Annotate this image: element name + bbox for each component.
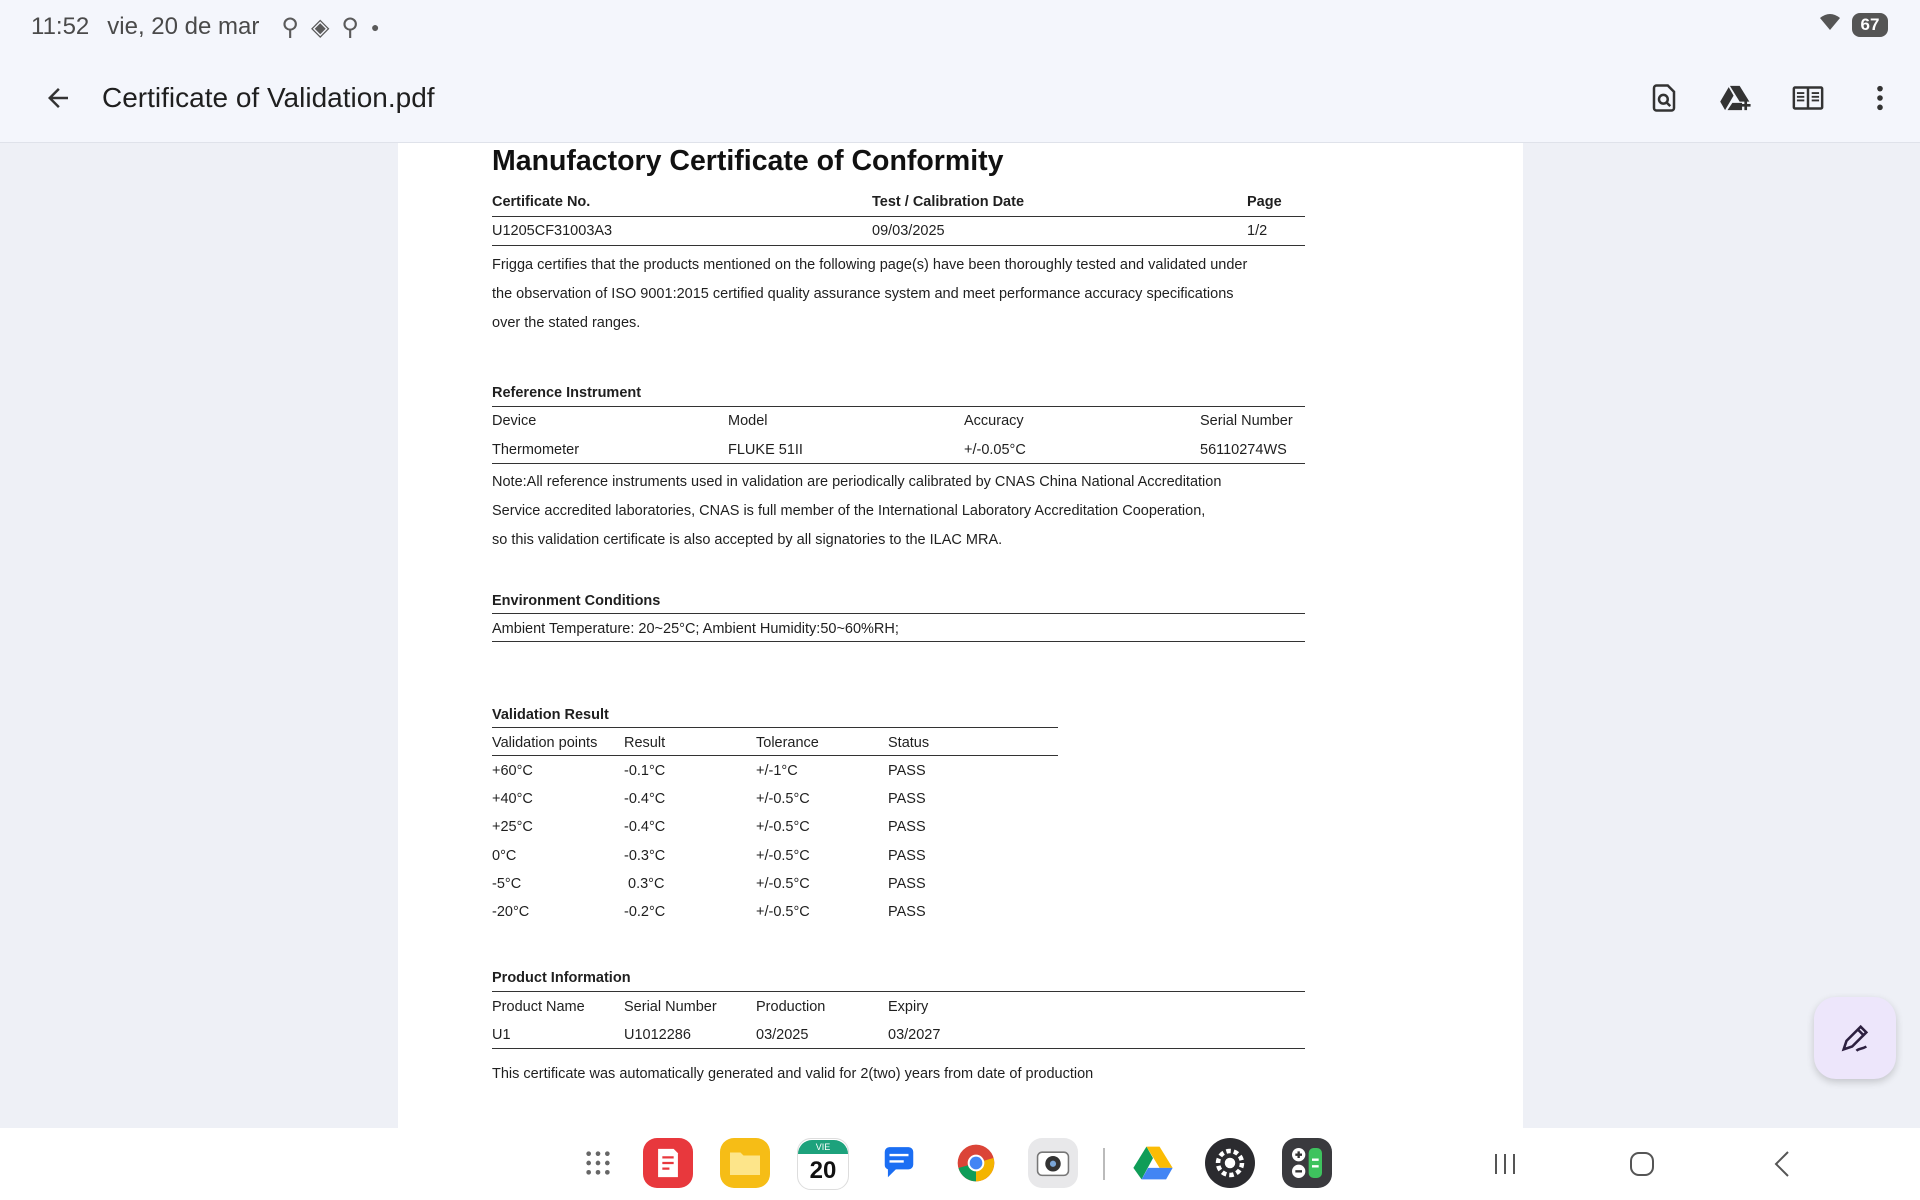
validation-tolerance: +/-0.5°C: [756, 819, 810, 835]
notes-app[interactable]: [643, 1138, 693, 1188]
reference-header-row: [492, 409, 1305, 435]
note-line: Note:All reference instruments used in validation are periodically calibrated by CNAS China National Accreditation: [492, 474, 1222, 490]
diamond-icon: ◈: [310, 13, 330, 41]
apps-grid-icon: [584, 1149, 612, 1177]
product-col-name: Product Name: [492, 999, 585, 1015]
environment-row: [492, 617, 1305, 643]
validation-point: -5°C: [492, 876, 522, 892]
divider: [492, 1048, 1305, 1049]
note-line: Service accredited laboratories, CNAS is full member of the International Laboratory Accreditation Cooperation,: [492, 503, 1206, 519]
environment-title-row: [492, 589, 1305, 615]
product-header-row: [492, 995, 1305, 1021]
reading-mode-icon: [1792, 84, 1824, 112]
validation-col-status: Status: [888, 735, 930, 751]
app-bar: [0, 54, 1920, 143]
divider: [492, 991, 1305, 992]
dot-icon: ●: [370, 19, 380, 35]
drive-app[interactable]: [1128, 1138, 1178, 1188]
files-app[interactable]: [720, 1138, 770, 1188]
calculator-app[interactable]: [1282, 1138, 1332, 1188]
product-col-expiry: Expiry: [888, 999, 929, 1015]
reference-device: Thermometer: [492, 442, 580, 458]
notes-app-icon: [653, 1146, 683, 1180]
recent-apps-button[interactable]: [1485, 1146, 1525, 1182]
chrome-app[interactable]: [951, 1138, 1001, 1188]
validation-row: [492, 759, 1305, 785]
more-vert-icon: [1875, 84, 1885, 112]
validation-col-points: Validation points: [492, 735, 598, 751]
battery-indicator: 67: [1852, 13, 1888, 37]
reference-accuracy: +/-0.05°C: [964, 442, 1026, 458]
validation-tolerance: +/-0.5°C: [756, 904, 810, 920]
divider: [492, 641, 1305, 642]
validation-result: -0.3°C: [624, 848, 666, 864]
validation-header-row: [492, 731, 1305, 757]
drive-app-icon: [1133, 1145, 1173, 1181]
messages-app-icon: [879, 1144, 919, 1182]
validation-row: [492, 900, 1305, 926]
validation-status: PASS: [888, 904, 926, 920]
certificate-values-row: [492, 219, 1305, 245]
camera-app-icon: [1034, 1146, 1072, 1180]
messages-app[interactable]: [874, 1138, 924, 1188]
more-options-button[interactable]: [1854, 72, 1906, 124]
validation-result: -0.1°C: [624, 763, 666, 779]
validation-result: -0.4°C: [624, 819, 666, 835]
divider: [492, 463, 1305, 464]
validation-status: PASS: [888, 819, 926, 835]
validation-row: [492, 787, 1305, 813]
reference-values-row: [492, 438, 1305, 464]
reference-model: FLUKE 51II: [728, 442, 803, 458]
home-button[interactable]: [1622, 1146, 1662, 1182]
document-heading: Manufactory Certificate of Conformity: [492, 145, 1004, 177]
intro-line: over the stated ranges.: [492, 315, 641, 331]
app-bar-actions: [1638, 72, 1906, 124]
divider: [492, 406, 1305, 407]
files-app-icon: [727, 1148, 763, 1178]
recent-apps-icon: [1492, 1152, 1518, 1176]
validation-result: 0.3°C: [628, 876, 665, 892]
validation-title-row: [492, 703, 1305, 729]
validation-status: PASS: [888, 876, 926, 892]
validation-status: PASS: [888, 791, 926, 807]
intro-line: Frigga certifies that the products mentioned on the following page(s) have been thoroughly tested and validated under: [492, 257, 1248, 273]
validation-title: Validation Result: [492, 707, 609, 723]
find-in-page-icon: [1649, 83, 1679, 113]
add-to-drive-icon: [1719, 83, 1753, 113]
pdf-page: [398, 143, 1523, 1128]
reference-col-accuracy: Accuracy: [964, 413, 1024, 429]
divider: [492, 613, 1305, 614]
reference-title: Reference Instrument: [492, 385, 642, 401]
environment-text: Ambient Temperature: 20~25°C; Ambient Humidity:50~60%RH;: [492, 621, 899, 637]
validation-tolerance: +/-0.5°C: [756, 876, 810, 892]
validation-result: -0.2°C: [624, 904, 666, 920]
calendar-day-number: 20: [809, 1157, 837, 1184]
validation-point: +40°C: [492, 791, 533, 807]
status-notification-icons: [281, 13, 379, 42]
divider: [492, 755, 1058, 756]
validation-point: -20°C: [492, 904, 530, 920]
environment-title: Environment Conditions: [492, 593, 661, 609]
camera-app[interactable]: [1028, 1138, 1078, 1188]
validation-row: [492, 815, 1305, 841]
page-label: Page: [1247, 194, 1282, 210]
note-line: so this validation certificate is also accepted by all signatories to the ILAC MRA.: [492, 532, 1003, 548]
divider: [492, 727, 1058, 728]
validation-col-result: Result: [624, 735, 666, 751]
calendar-app[interactable]: [797, 1138, 849, 1190]
find-in-page-button[interactable]: [1638, 72, 1690, 124]
product-title: Product Information: [492, 970, 631, 986]
product-expiry: 03/2027: [888, 1027, 941, 1043]
certificate-no-value: U1205CF31003A3: [492, 223, 613, 239]
test-date-value: 09/03/2025: [872, 223, 945, 239]
product-values-row: [492, 1023, 1305, 1049]
add-to-drive-button[interactable]: [1710, 72, 1762, 124]
validation-tolerance: +/-0.5°C: [756, 848, 810, 864]
reference-col-serial: Serial Number: [1200, 413, 1293, 429]
status-bar: [0, 0, 1920, 54]
status-time: 11:52: [31, 13, 90, 40]
product-serial: U1012286: [624, 1027, 691, 1043]
product-production: 03/2025: [756, 1027, 809, 1043]
dock-separator: [1103, 1148, 1105, 1180]
validation-status: PASS: [888, 763, 926, 779]
certificate-header-row: [492, 190, 1305, 216]
settings-app[interactable]: [1205, 1138, 1255, 1188]
certificate-no-label: Certificate No.: [492, 194, 591, 210]
intro-paragraph: [492, 251, 1305, 338]
reference-serial: 56110274WS: [1200, 442, 1287, 458]
wifi-icon: [1818, 12, 1842, 37]
validation-point: 0°C: [492, 848, 517, 864]
validation-tolerance: +/-1°C: [756, 763, 798, 779]
reference-col-device: Device: [492, 413, 537, 429]
product-col-serial: Serial Number: [624, 999, 717, 1015]
nav-back-button[interactable]: [1762, 1146, 1802, 1182]
product-title-row: [492, 966, 1305, 992]
page-value: 1/2: [1247, 223, 1268, 239]
validation-result: -0.4°C: [624, 791, 666, 807]
validation-row: [492, 844, 1305, 870]
validation-tolerance: +/-0.5°C: [756, 791, 810, 807]
document-title: Certificate of Validation.pdf: [102, 82, 435, 113]
chrome-app-icon: [956, 1143, 996, 1183]
footer-text: This certificate was automatically generated and valid for 2(two) years from date of production: [492, 1066, 1094, 1082]
status-date: vie, 20 de mar: [107, 13, 260, 40]
reference-title-row: [492, 381, 1305, 407]
intro-line: the observation of ISO 9001:2015 certified quality assurance system and meet performance accuracy specifications: [492, 286, 1234, 302]
validation-point: +60°C: [492, 763, 533, 779]
pdf-viewer[interactable]: [0, 143, 1920, 1128]
test-date-label: Test / Calibration Date: [872, 194, 1025, 210]
back-button[interactable]: [36, 76, 80, 120]
footer-row: [492, 1062, 1305, 1088]
usb-icon: ⚲: [281, 13, 299, 41]
validation-point: +25°C: [492, 819, 533, 835]
usb-icon: ⚲: [341, 13, 359, 41]
pen-annotate-icon: [1838, 1021, 1872, 1055]
reading-mode-button[interactable]: [1782, 72, 1834, 124]
home-icon: [1629, 1151, 1655, 1177]
divider: [492, 216, 1305, 217]
nav-back-icon: [1772, 1150, 1792, 1178]
settings-app-icon: [1212, 1145, 1248, 1181]
apps-grid-button[interactable]: [573, 1138, 623, 1188]
validation-row: [492, 872, 1305, 898]
validation-status: PASS: [888, 848, 926, 864]
taskbar: [0, 1128, 1920, 1200]
calendar-app-icon: [798, 1140, 848, 1154]
note-paragraph: [492, 468, 1305, 555]
validation-col-tolerance: Tolerance: [756, 735, 819, 751]
divider: [492, 245, 1305, 246]
calendar-day-label: VIE: [815, 1142, 831, 1152]
status-right: [1818, 12, 1888, 37]
arrow-back-icon: [43, 83, 73, 113]
product-col-production: Production: [756, 999, 826, 1015]
annotate-fab-button[interactable]: [1814, 997, 1896, 1079]
calculator-app-icon: [1287, 1143, 1327, 1183]
product-name: U1: [492, 1027, 511, 1043]
reference-col-model: Model: [728, 413, 768, 429]
